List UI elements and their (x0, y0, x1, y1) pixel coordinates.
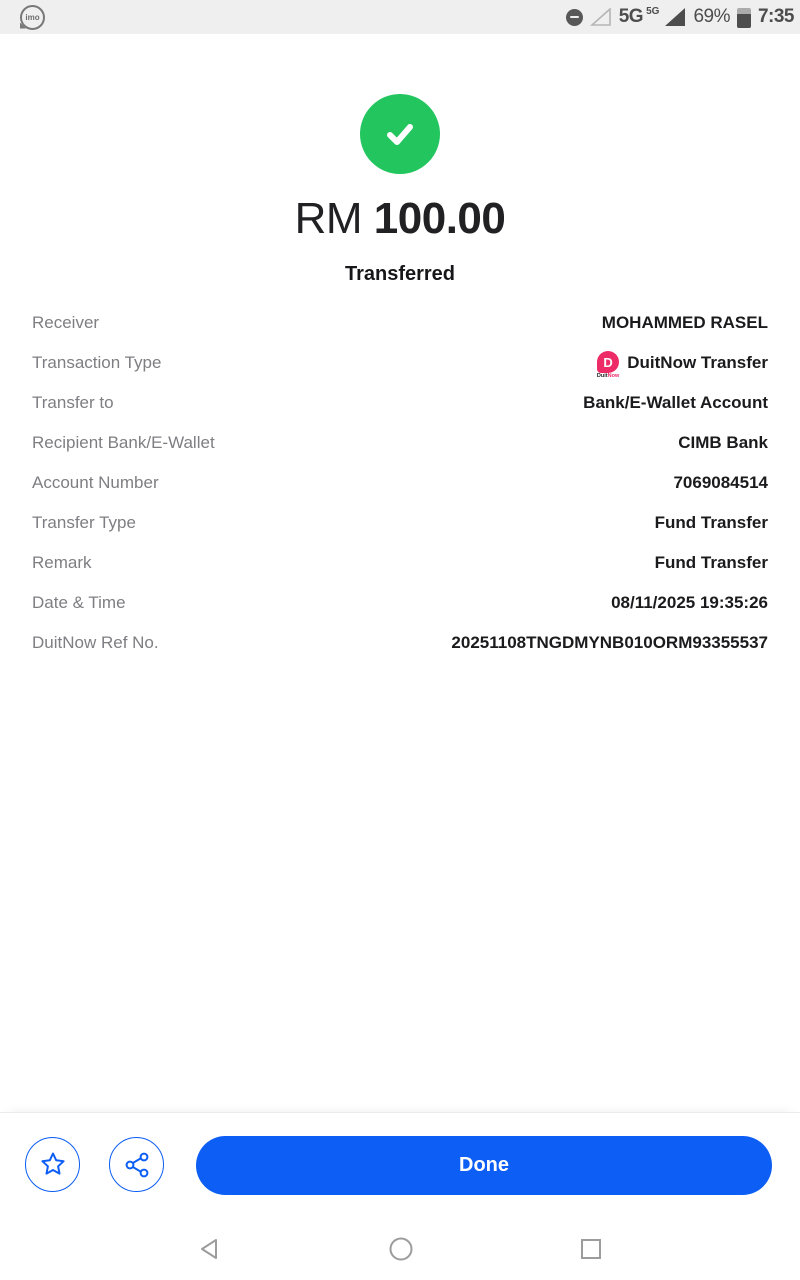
status-bar (0, 0, 800, 34)
network-type-label: 5G (618, 6, 644, 27)
detail-value: MOHAMMED RASEL (601, 313, 768, 332)
battery-percent-label: 69% (693, 6, 730, 27)
detail-row (32, 423, 768, 463)
detail-row (32, 463, 768, 503)
detail-row (32, 343, 768, 383)
detail-value: Fund Transfer (654, 513, 768, 532)
android-navigation-bar (0, 1218, 800, 1280)
detail-label: Account Number (32, 473, 159, 492)
bottom-action-bar (0, 1112, 800, 1218)
nav-home-button[interactable] (388, 1236, 414, 1262)
home-circle-icon (388, 1236, 414, 1262)
detail-value: 20251108TNGDMYNB010ORM93355537 (451, 633, 768, 652)
clock-label: 7:35 (757, 6, 794, 27)
detail-label: Recipient Bank/E-Wallet (32, 433, 215, 452)
detail-value: D DuitNow DuitNow Transfer (596, 353, 768, 379)
detail-row (32, 383, 768, 423)
favorite-button[interactable] (25, 1137, 80, 1192)
nav-back-button[interactable] (198, 1237, 222, 1261)
imo-notification-icon: imo (20, 5, 45, 30)
detail-label: Receiver (32, 313, 100, 332)
detail-value: Bank/E-Wallet Account (583, 393, 768, 412)
transfer-status-text: Transferred (344, 263, 456, 285)
detail-value: 7069084514 (673, 473, 768, 492)
currency-label: RM (294, 194, 363, 243)
amount-value: 100.00 (373, 194, 506, 243)
detail-value: 08/11/2025 19:35:26 (611, 593, 768, 612)
detail-label: DuitNow Ref No. (32, 633, 159, 652)
detail-row (32, 623, 768, 663)
success-check-icon (360, 94, 440, 174)
detail-label: Transfer Type (32, 513, 136, 532)
detail-value: CIMB Bank (678, 433, 768, 452)
detail-label: Date & Time (32, 593, 126, 612)
do-not-disturb-icon (566, 9, 583, 26)
back-triangle-icon (198, 1237, 222, 1261)
signal-strength-icon (664, 8, 686, 27)
detail-label: Transaction Type (32, 353, 162, 372)
recents-square-icon (580, 1238, 602, 1260)
transaction-details-list (32, 303, 768, 663)
share-icon (123, 1151, 151, 1179)
detail-value: Fund Transfer (654, 553, 768, 572)
detail-label: Transfer to (32, 393, 114, 412)
network-type-secondary-label: 5G (646, 5, 660, 17)
share-button[interactable] (109, 1137, 164, 1192)
detail-label: Remark (32, 553, 92, 572)
nav-recents-button[interactable] (580, 1238, 602, 1260)
transfer-amount (0, 194, 800, 244)
duitnow-logo-icon: D DuitNow (597, 351, 619, 379)
detail-row (32, 303, 768, 343)
detail-row (32, 503, 768, 543)
battery-icon (737, 8, 751, 28)
done-button[interactable]: Done (196, 1136, 772, 1195)
detail-row (32, 543, 768, 583)
detail-row (32, 583, 768, 623)
signal-empty-icon (590, 8, 612, 27)
star-icon (38, 1150, 68, 1180)
